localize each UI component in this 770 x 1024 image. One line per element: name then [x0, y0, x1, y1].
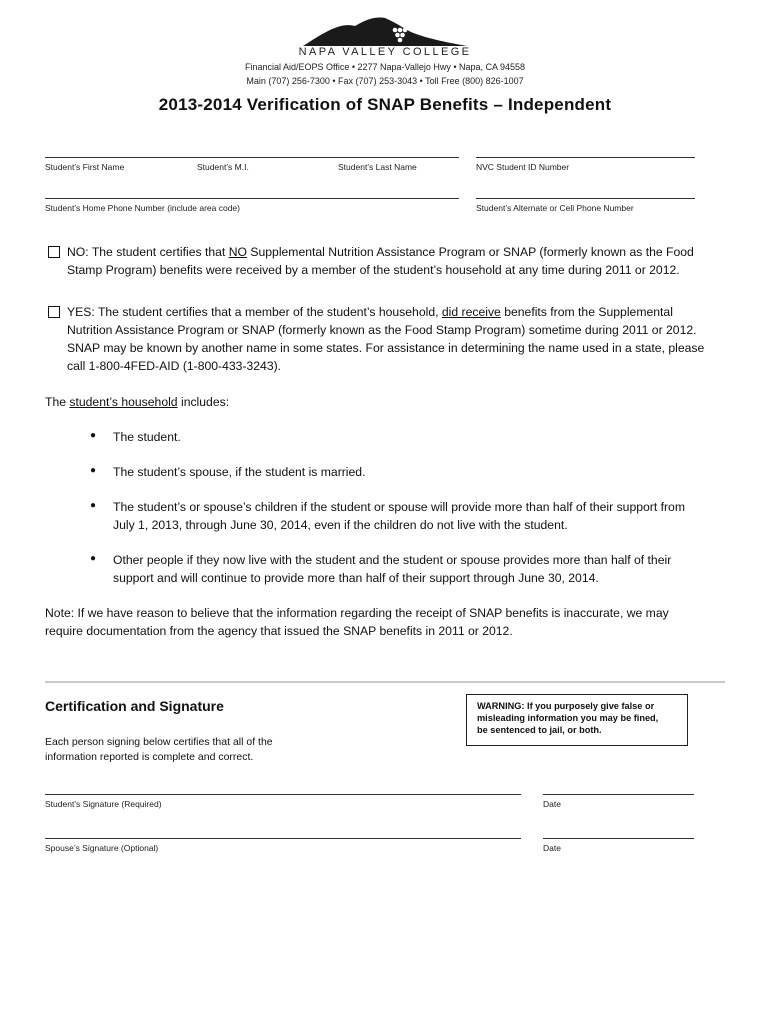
bullet-icon: ● — [90, 500, 97, 511]
household-intro: The student’s household includes: — [45, 395, 230, 409]
warning-line: misleading information you may be fined, — [477, 713, 659, 723]
student-date-label: Date — [543, 799, 561, 809]
warning-line: WARNING: If you purposely give false or — [477, 701, 655, 711]
section-divider — [45, 681, 725, 683]
yes-option-line1: YES: The student certifies that a member of the student’s household, did receive benefits from the Supplemental — [67, 305, 673, 319]
mi-label: Student’s M.I. — [197, 162, 249, 172]
yes-option-line2: Nutrition Assistance Program or SNAP (formerly known as the Food Stamp Program) sometime during 2011 or 2012. — [67, 323, 697, 337]
student-signature-line[interactable] — [45, 794, 521, 795]
list-item-continuation: July 1, 2013, through June 30, 2014, even if the children do not live with the student. — [113, 518, 568, 532]
no-option-line2: Stamp Program) benefits were received by a member of the student’s household at any time during 2011 or 2012. — [67, 263, 680, 277]
bullet-icon: ● — [90, 465, 97, 476]
student-signature-label: Student’s Signature (Required) — [45, 799, 162, 809]
alt-phone-label: Student’s Alternate or Cell Phone Number — [476, 203, 634, 213]
list-item: The student’s spouse, if the student is married. — [113, 465, 366, 479]
no-checkbox[interactable] — [48, 246, 60, 258]
spouse-date-line[interactable] — [543, 838, 694, 839]
note-line1: Note: If we have reason to believe that the information regarding the receipt of SNAP benefits is inaccurate, we may — [45, 606, 669, 620]
yes-checkbox[interactable] — [48, 306, 60, 318]
bullet-icon: ● — [90, 553, 97, 564]
student-id-label: NVC Student ID Number — [476, 162, 570, 172]
address-line: Financial Aid/EOPS Office • 2277 Napa-Vallejo Hwy • Napa, CA 94558 — [244, 62, 526, 72]
list-item: The student. — [113, 430, 181, 444]
bullet-icon: ● — [90, 430, 97, 441]
page-title: 2013-2014 Verification of SNAP Benefits – Independent — [158, 95, 612, 114]
college-name: NAPA VALLEY COLLEGE — [298, 46, 472, 58]
yes-option-line3: SNAP may be known by another name in some states. For assistance in determining the name used in a state, please — [67, 341, 705, 355]
note-line2: require documentation from the agency that issued the SNAP benefits in 2011 or 2012. — [45, 624, 513, 638]
spouse-signature-line[interactable] — [45, 838, 521, 839]
no-option-line1: NO: The student certifies that NO Supplemental Nutrition Assistance Program or SNAP (formerly known as the Food — [67, 245, 694, 259]
student-id-input-line[interactable] — [476, 157, 695, 158]
spouse-signature-label: Spouse’s Signature (Optional) — [45, 843, 159, 853]
certification-text: Each person signing below certifies that all of the information reported is complete and correct. — [45, 736, 273, 763]
name-input-line[interactable] — [45, 157, 459, 158]
home-phone-label: Student’s Home Phone Number (include area code) — [45, 203, 240, 213]
warning-line: be sentenced to jail, or both. — [477, 725, 602, 735]
home-phone-input-line[interactable] — [45, 198, 459, 199]
first-name-label: Student’s First Name — [45, 162, 125, 172]
yes-option-line4: call 1-800-4FED-AID (1-800-433-3243). — [67, 359, 282, 373]
spouse-date-label: Date — [543, 843, 561, 853]
last-name-label: Student’s Last Name — [338, 162, 417, 172]
student-date-line[interactable] — [543, 794, 694, 795]
list-item: The student’s or spouse’s children if the student or spouse will provide more than half of their support from — [113, 500, 685, 514]
college-logo — [285, 12, 485, 62]
warning-box — [466, 694, 688, 746]
phone-line: Main (707) 256-7300 • Fax (707) 253-3043 • Toll Free (800) 826-1007 — [246, 76, 524, 86]
certification-title: Certification and Signature — [45, 698, 224, 714]
mountain-grapes-icon — [285, 12, 485, 48]
list-item: Other people if they now live with the student and the student or spouse provides more than half of their — [113, 553, 672, 567]
alt-phone-input-line[interactable] — [476, 198, 695, 199]
list-item-continuation: support and will continue to provide more than half of their support through June 30, 2014. — [113, 571, 599, 585]
